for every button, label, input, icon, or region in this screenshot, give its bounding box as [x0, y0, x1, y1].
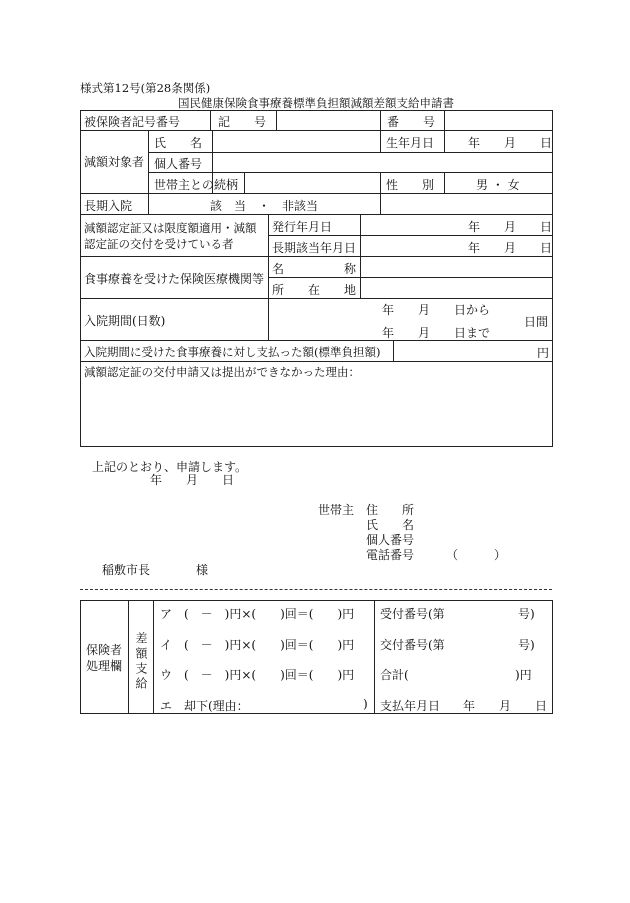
birth-label: 生年月日 [386, 136, 435, 150]
institution-name-field[interactable] [361, 257, 551, 276]
paid-label: 入院期間に受けた食事療養に対し支払った額(標準負担額) [84, 345, 381, 359]
total-label: 合計( [380, 668, 409, 682]
addressee-to: 稲敷市長 [102, 563, 151, 577]
issue-date-label: 発行年月日 [272, 220, 333, 234]
longterm-date-label: 長期該当年月日 [272, 241, 357, 255]
sex-label: 性 別 [386, 178, 435, 192]
insured-number-label: 被保険者記号番号 [84, 115, 181, 129]
relation-label: 世帯主との続柄 [154, 178, 239, 192]
relation-field[interactable] [245, 173, 379, 192]
form-number: 様式第12号(第28条関係) [80, 81, 211, 95]
cut-line [80, 589, 552, 590]
period-from[interactable]: 年 月 日から [382, 303, 491, 317]
paid-amount-field[interactable] [394, 341, 524, 360]
form-title: 国民健康保険食事療養標準負担額減額差額支給申請書 [178, 96, 454, 110]
declaration-date[interactable]: 年 月 日 [150, 473, 235, 487]
longterm-date-value[interactable]: 年 月 日 [468, 241, 553, 255]
applicant-name-label: 氏 名 [366, 518, 415, 532]
applicant-head-label: 世帯主 [318, 503, 355, 517]
reason-label: 減額認定証の交付申請又は提出ができなかった理由： [84, 365, 360, 379]
applicant-mynumber-label: 個人番号 [366, 533, 415, 547]
institution-address-field[interactable] [361, 278, 551, 297]
long-term-value[interactable]: 該 当 ・ 非該当 [210, 199, 319, 213]
birth-value: 年 月 日 [468, 136, 553, 150]
period-days-unit: 日間 [524, 315, 549, 329]
receipt1-label: 受付番号(第 [380, 607, 445, 621]
row-e[interactable]: エ 却下(理由： [160, 699, 249, 713]
row-e-close: ) [363, 697, 368, 711]
applicant-phone-label: 電話番号 [366, 548, 415, 562]
bangou-field[interactable] [445, 111, 551, 130]
sex-value[interactable]: 男 ・ 女 [476, 178, 520, 192]
mynumber-field[interactable] [213, 153, 552, 171]
row-u[interactable]: ウ ( － )円×( )回＝( )円 [160, 668, 355, 682]
insurer-label-line1: 保険者 [86, 643, 123, 657]
row-i[interactable]: イ ( － )円×( )回＝( )円 [160, 638, 355, 652]
institution-label: 食事療養を受けた保険医療機関等 [84, 272, 265, 286]
payment-vertical-label: 差額支給 [134, 632, 148, 692]
certificate-label-line2: 認定証の交付を受けている者 [84, 237, 234, 251]
kigou-label: 記 号 [218, 115, 267, 129]
receipt2-suffix: 号) [518, 638, 535, 652]
certificate-label-line1: 減額認定証又は限度額適用・減額 [84, 221, 257, 235]
name-field[interactable] [213, 131, 379, 151]
issue-date-value[interactable]: 年 月 日 [468, 220, 553, 234]
payment-date-value[interactable]: 年 月 日 [463, 699, 548, 713]
kigou-field[interactable] [277, 111, 379, 130]
period-to[interactable]: 年 月 日まで [382, 326, 491, 340]
institution-address-label: 所 在 地 [272, 283, 357, 297]
payment-date-label: 支払年月日 [380, 699, 441, 713]
row-a[interactable]: ア ( － )円×( )回＝( )円 [160, 607, 355, 621]
receipt2-label: 交付番号(第 [380, 638, 445, 652]
subject-group-label: 減額対象者 [84, 155, 145, 169]
receipt1-suffix: 号) [518, 607, 535, 621]
declaration-text: 上記のとおり、申請します。 [92, 460, 248, 474]
long-term-label: 長期入院 [84, 199, 133, 213]
insurer-label-line2: 処理欄 [86, 659, 123, 673]
total-suffix: )円 [515, 668, 532, 682]
addressee-honorific: 様 [196, 563, 209, 577]
applicant-phone-parens[interactable]: （ ） [446, 548, 507, 562]
bangou-label: 番 号 [387, 115, 436, 129]
reason-field[interactable] [81, 380, 551, 444]
mynumber-label: 個人番号 [154, 157, 203, 171]
applicant-address-label: 住 所 [366, 503, 415, 517]
period-label: 入院期間(日数) [84, 314, 166, 328]
name-label: 氏 名 [154, 136, 203, 150]
paid-unit: 円 [537, 346, 550, 360]
institution-name-label: 名 称 [272, 262, 357, 276]
